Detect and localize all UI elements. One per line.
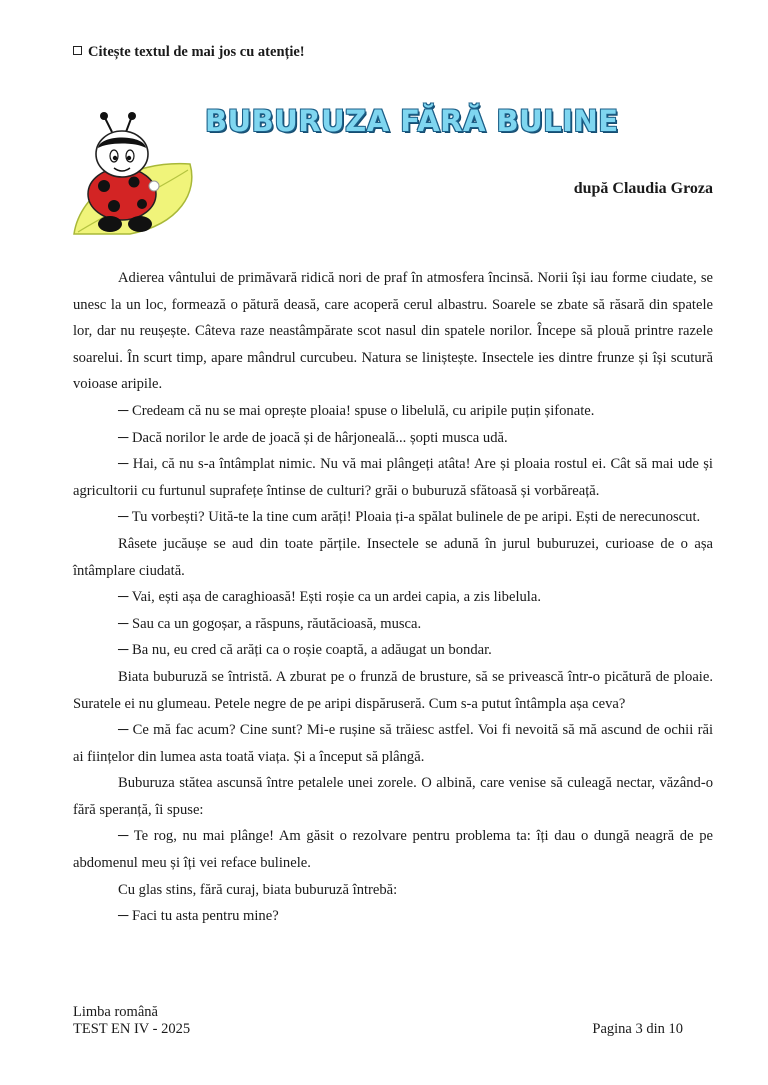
footer-subject: Limba română xyxy=(73,1004,158,1020)
paragraph: Biata buburuză se întristă. A zburat pe o frunză de brusture, să se privească într-o picătură de ploaie. Suratele ei nu glumeau. Petele negre de pe aripi dispăruseră. Cum s-a putut întâmpla așa ceva? xyxy=(73,668,713,712)
author: după Claudia Groza xyxy=(573,180,713,197)
paragraph: ─ Te rog, nu mai plânge! Am găsit o rezolvare pentru problema ta: îți dau o dungă neagră de pe abdomenul meu și îți vei reface bulinele. xyxy=(73,828,713,872)
paragraph: ─ Hai, că nu s-a întâmplat nimic. Nu vă mai plângeți atâta! Are și ploaia rostul ei. Cât să mai ude și agricultorii cu furtunul suprafețe întinse de culturi? grăi o buburuză sfătoasă și vorbăreață. xyxy=(73,456,713,499)
paragraph: Cu glas stins, fără curaj, biata buburuză întrebă: xyxy=(118,881,398,898)
paragraph: ─ Dacă norilor le arde de joacă și de hârjoneală... șopti musca udă. xyxy=(118,429,508,446)
paragraph: Râsete jucăușe se aud din toate părțile. Insectele se adună în jurul buburuzei, curioase de o așa întâmplare ciudată. xyxy=(73,535,713,579)
checkbox-bullet-icon xyxy=(73,46,82,55)
paragraph: ─ Ba nu, eu cred că arăți ca o roșie coaptă, a adăugat un bondar. xyxy=(118,642,492,659)
page-number: Pagina 3 din 10 xyxy=(592,1021,683,1037)
paragraph: ─ Vai, ești așa de caraghioasă! Ești roșie ca un ardei capia, a zis libelula. xyxy=(118,589,541,606)
paragraph: ─ Ce mă fac acum? Cine sunt? Mi-e rușine să trăiesc astfel. Voi fi nevoită să mă ascund de ochii răi ai ființelor din lumea asta toată viața. Și a început să plângă. xyxy=(73,722,713,765)
paragraph: ─ Sau ca un gogoșar, a răspuns, răutăcioasă, musca. xyxy=(118,615,422,632)
paragraph: Buburuza stătea ascunsă între petalele unei zorele. O albină, care venise să culeagă nectar, văzând-o fără speranță, îi spuse: xyxy=(73,775,713,818)
footer-test: TEST EN IV - 2025 xyxy=(73,1021,191,1037)
story-text xyxy=(73,265,713,930)
instruction xyxy=(73,44,305,61)
footer-left xyxy=(73,1004,190,1038)
instruction-text: Citește textul de mai jos cu atenție! xyxy=(88,44,305,60)
paragraph: ─ Faci tu asta pentru mine? xyxy=(118,908,279,925)
story-title: BUBURUZA FĂRĂ BULINE xyxy=(205,104,619,138)
ladybug-illustration xyxy=(70,112,200,237)
paragraph: Adierea vântului de primăvară ridică nori de praf în atmosfera încinsă. Norii își iau forme ciudate, se unesc la un loc, formează o pătură deasă, care acoperă cerul albastru. Soarele se zbate să răsară din spatele lor, dar nu reușește. Câteva raze neastâmpărate scot nasul din spatele norilor. Începe să plouă printre razele soarelui. În scurt timp, apare mândrul curcubeu. Natura se liniștește. Insectele ies dintre frunze și își scutură voioase aripile. xyxy=(73,270,713,393)
paragraph: ─ Tu vorbești? Uită-te la tine cum arăți! Ploaia ți-a spălat bulinele de pe aripi. Ești de nerecunoscut. xyxy=(118,509,701,526)
paragraph: ─ Credeam că nu se mai oprește ploaia! spuse o libelulă, cu aripile puțin șifonate. xyxy=(118,402,595,419)
